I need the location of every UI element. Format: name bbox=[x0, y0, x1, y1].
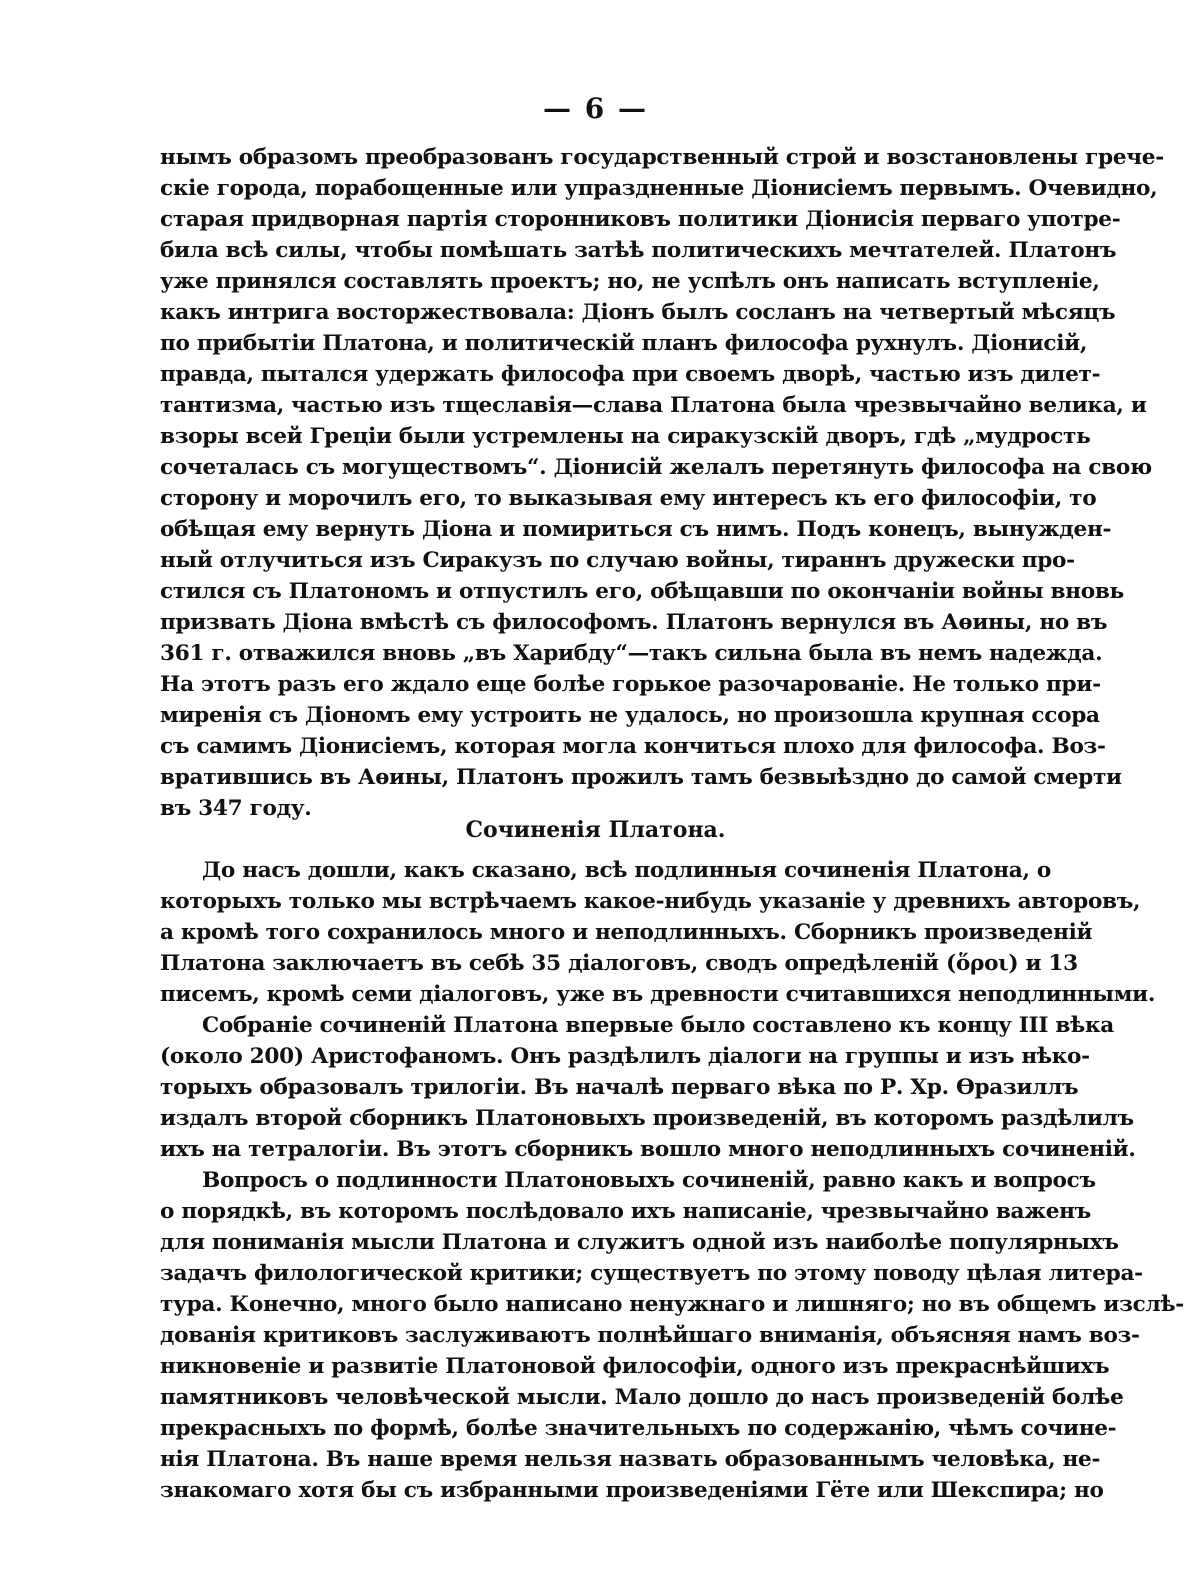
text-line: 361 г. отважился вновь „въ Харибду“—такъ сильна была въ немъ надежда. bbox=[160, 641, 1103, 666]
text-line: ный отлучиться изъ Сиракузъ по случаю войны, тираннъ дружески про- bbox=[160, 548, 1075, 573]
text-line: нія Платона. Въ наше время нельзя назвать образованнымъ человѣка, не- bbox=[160, 1447, 1101, 1472]
text-line: памятниковъ человѣческой мысли. Мало дошло до насъ произведеній болѣе bbox=[160, 1385, 1124, 1410]
text-line: (около 200) Аристофаномъ. Онъ раздѣлилъ діалоги на группы и изъ нѣко- bbox=[160, 1044, 1090, 1069]
text-line: по прибытіи Платона, и политическій планъ философа рухнулъ. Діонисій, bbox=[160, 331, 1088, 356]
text-line: скіе города, порабощенные или упраздненные Діонисіемъ первымъ. Очевидно, bbox=[160, 176, 1158, 201]
text-line: правда, пытался удержать философа при своемъ дворѣ, частью изъ дилет- bbox=[160, 362, 1101, 387]
text-line: нымъ образомъ преобразованъ государственный строй и возстановлены грече- bbox=[160, 145, 1164, 170]
text-line: съ самимъ Діонисіемъ, которая могла кончиться плохо для философа. Воз- bbox=[160, 734, 1106, 759]
text-line: Вопросъ о подлинности Платоновыхъ сочиненій, равно какъ и вопросъ bbox=[202, 1168, 1096, 1193]
text-line: знакомаго хотя бы съ избранными произведеніями Гёте или Шекспира; но bbox=[160, 1478, 1104, 1503]
text-line: какъ интрига восторжествовала: Діонъ былъ сосланъ на четвертый мѣсяцъ bbox=[160, 300, 1116, 325]
text-line: никновеніе и развитіе Платоновой философіи, одного изъ прекраснѣйшихъ bbox=[160, 1354, 1110, 1379]
text-line: Собраніе сочиненій Платона впервые было составлено къ концу III вѣка bbox=[202, 1013, 1114, 1038]
text-line: дованія критиковъ заслуживаютъ полнѣйшаго вниманія, объясняя намъ воз- bbox=[160, 1323, 1140, 1348]
text-line: До насъ дошли, какъ сказано, всѣ подлинныя сочиненія Платона, о bbox=[202, 858, 1051, 883]
text-line: въ 347 году. bbox=[160, 796, 312, 821]
text-line: издалъ второй сборникъ Платоновыхъ произведеній, въ которомъ раздѣлилъ bbox=[160, 1106, 1134, 1131]
text-line: призвать Діона вмѣстѣ съ философомъ. Платонъ вернулся въ Аѳины, но въ bbox=[160, 610, 1108, 635]
text-line: задачъ филологической критики; существуетъ по этому поводу цѣлая литера- bbox=[160, 1261, 1143, 1286]
text-line: писемъ, кромѣ семи діалоговъ, уже въ древности считавшихся неподлинными. bbox=[160, 982, 1156, 1007]
text-line: На этотъ разъ его ждало еще болѣе горькое разочарованіе. Не только при- bbox=[160, 672, 1101, 697]
text-line: старая придворная партія сторонниковъ политики Діонисія перваго употре- bbox=[160, 207, 1121, 232]
paragraph-4 bbox=[160, 1165, 1184, 1506]
text-line: била всѣ силы, чтобы помѣшать затѣѣ политическихъ мечтателей. Платонъ bbox=[160, 238, 1117, 263]
text-line: прекрасныхъ по формѣ, болѣе значительныхъ по содержанію, чѣмъ сочине- bbox=[160, 1416, 1117, 1441]
text-line: о порядкѣ, въ которомъ послѣдовало ихъ написаніе, чрезвычайно важенъ bbox=[160, 1199, 1091, 1224]
paragraph-1 bbox=[160, 142, 1164, 824]
text-line: Платона заключаетъ въ себѣ 35 діалоговъ, сводъ опредѣленій (ὅροι) и 13 bbox=[160, 951, 1078, 976]
section-heading: Сочиненія Платона. bbox=[465, 817, 726, 843]
text-line: для пониманія мысли Платона и служитъ одной изъ наиболѣе популярныхъ bbox=[160, 1230, 1119, 1255]
text-line: а кромѣ того сохранилось много и неподлинныхъ. Сборникъ произведеній bbox=[160, 920, 1093, 945]
text-line: торыхъ образовалъ трилогіи. Въ началѣ перваго вѣка по Р. Хр. Ѳразиллъ bbox=[160, 1075, 1079, 1100]
text-line: тантизма, частью изъ тщеславія—слава Платона была чрезвычайно велика, и bbox=[160, 393, 1147, 418]
text-line: тура. Конечно, много было написано ненужнаго и лишняго; но въ общемъ изслѣ- bbox=[160, 1292, 1184, 1317]
text-line: которыхъ только мы встрѣчаемъ какое-нибудь указаніе у древнихъ авторовъ, bbox=[160, 889, 1141, 914]
text-line: стился съ Платономъ и отпустилъ его, обѣщавши по окончаніи войны вновь bbox=[160, 579, 1124, 604]
paragraph-3 bbox=[160, 1010, 1136, 1165]
text-line: обѣщая ему вернуть Діона и помириться съ нимъ. Подъ конецъ, вынужден- bbox=[160, 517, 1112, 542]
text-line: сочеталась съ могуществомъ“. Діонисій желалъ перетянуть философа на свою bbox=[160, 455, 1152, 480]
text-line: ихъ на тетралогіи. Въ этотъ сборникъ вошло много неподлинныхъ сочиненій. bbox=[160, 1137, 1136, 1162]
text-line: взоры всей Греціи были устремлены на сиракузскій дворъ, гдѣ „мудрость bbox=[160, 424, 1091, 449]
page-number: — 6 — bbox=[543, 92, 648, 125]
text-line: уже принялся составлять проектъ; но, не успѣлъ онъ написать вступленіе, bbox=[160, 269, 1100, 294]
text-line: миренія съ Діономъ ему устроить не удалось, но произошла крупная ссора bbox=[160, 703, 1100, 728]
text-line: вратившись въ Аѳины, Платонъ прожилъ тамъ безвыѣздно до самой смерти bbox=[160, 765, 1122, 790]
paragraph-2 bbox=[160, 855, 1156, 1010]
text-line: сторону и морочилъ его, то выказывая ему интересъ къ его философіи, то bbox=[160, 486, 1097, 511]
